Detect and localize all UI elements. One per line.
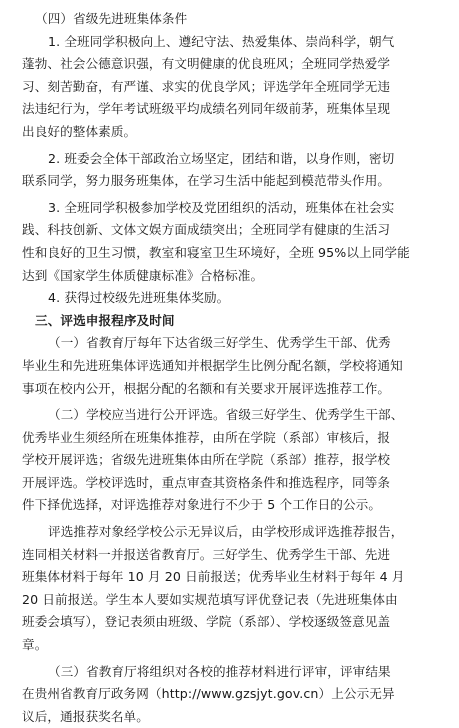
paragraph-line: 开展评选。学校评选时，重点审查其资格条件和推选程序，同等条 [22,474,391,490]
paragraph-line: 20 日前报送。学生本人要如实规范填写评优登记表（先进班集体由 [22,591,398,607]
paragraph-line: 学校开展评选；省级先进班集体由所在学院（系部）推荐，报学校 [22,452,391,468]
paragraph-line: 班集体材料于每年 10 月 20 日前报送；优秀毕业生材料于每年 4 月 [22,569,405,585]
paragraph-line: 习、刻苦勤奋，有严谨、求实的优良学风；评选学年全班同学无违 [22,78,391,94]
paragraph-line: 出良好的整体素质。 [22,123,137,139]
paragraph-line: 优秀毕业生须经所在班集体推荐，由所在学院（系部）审核后，报 [22,429,391,445]
paragraph-line: （一）省教育厅每年下达省级三好学生、优秀学生干部、优秀 [48,335,391,351]
paragraph-line: 达到《国家学生体质健康标准》合格标准。 [22,267,264,283]
paragraph-line: 评选推荐对象经学校公示无异议后，由学校形成评选推荐报告， [48,524,404,540]
paragraph-line: 法违纪行为，学年考试班级平均成绩名列同年级前茅，班集体呈现 [22,101,391,117]
paragraph-line: 联系同学，努力服务班集体，在学习生活中能起到模范带头作用。 [22,173,391,189]
paragraph-line: （三）省教育厅将组织对各校的推荐材料进行评审，评审结果 [48,663,391,679]
procedure-paragraph-2 [22,404,444,517]
paragraph-line: 1. 全班同学积极向上、遵纪守法、热爱集体、崇尚科学，朝气 [48,33,395,49]
paragraph-line: 在贵州省教育厅政务网（http://www.gzsjyt.gov.cn）上公示无异 [22,686,395,702]
condition-paragraph-1 [22,31,444,144]
procedure-paragraph-1 [22,332,444,400]
paragraph-line: 连同相关材料一并报送省教育厅。三好学生、优秀学生干部、先进 [22,546,391,562]
paragraph-line: 3. 全班同学积极参加学校及党团组织的活动，班集体在社会实 [48,199,395,215]
paragraph-line: 蓬勃、社会公德意识强，有文明健康的优良班风；全班同学热爱学 [22,56,391,72]
paragraph-line: 2. 班委会全体干部政治立场坚定，团结和谐，以身作则，密切 [48,150,395,166]
paragraph-line: 毕业生和先进班集体评选通知并根据学生比例分配名额，学校将通知 [22,357,403,373]
paragraph-line: 事项在校内公开，根据分配的名额和有关要求开展评选推荐工作。 [22,380,391,396]
document-page [22,8,444,728]
paragraph-line: （二）学校应当进行公开评选。省级三好学生、优秀学生干部、 [48,407,404,423]
paragraph-line: 践、科技创新、文体文娱方面成绩突出；全班同学有健康的生活习 [22,222,391,238]
paragraph-line: 班委会填写），登记表须由班级、学院（系部）、学校逐级签意见盖 [22,614,391,630]
section-heading-3: 三、评选申报程序及时间 [35,312,175,328]
paragraph-line: 性和良好的卫生习惯，教室和寝室卫生环境好，全班 95%以上同学能 [22,244,410,260]
condition-paragraph-2 [22,148,444,193]
paragraph-line: 议后，通报获奖名单。 [22,708,149,724]
condition-paragraph-4: 4. 获得过校级先进班集体奖励。 [48,290,230,306]
procedure-paragraph-2b [22,521,444,657]
procedure-paragraph-3 [22,661,444,728]
paragraph-line: 章。 [22,637,48,653]
condition-paragraph-3 [22,197,444,287]
subsection-heading-4: （四）省级先进班集体条件 [35,11,188,26]
paragraph-line: 件下择优选择，对评选推荐对象进行不少于 5 个工作日的公示。 [22,497,382,513]
